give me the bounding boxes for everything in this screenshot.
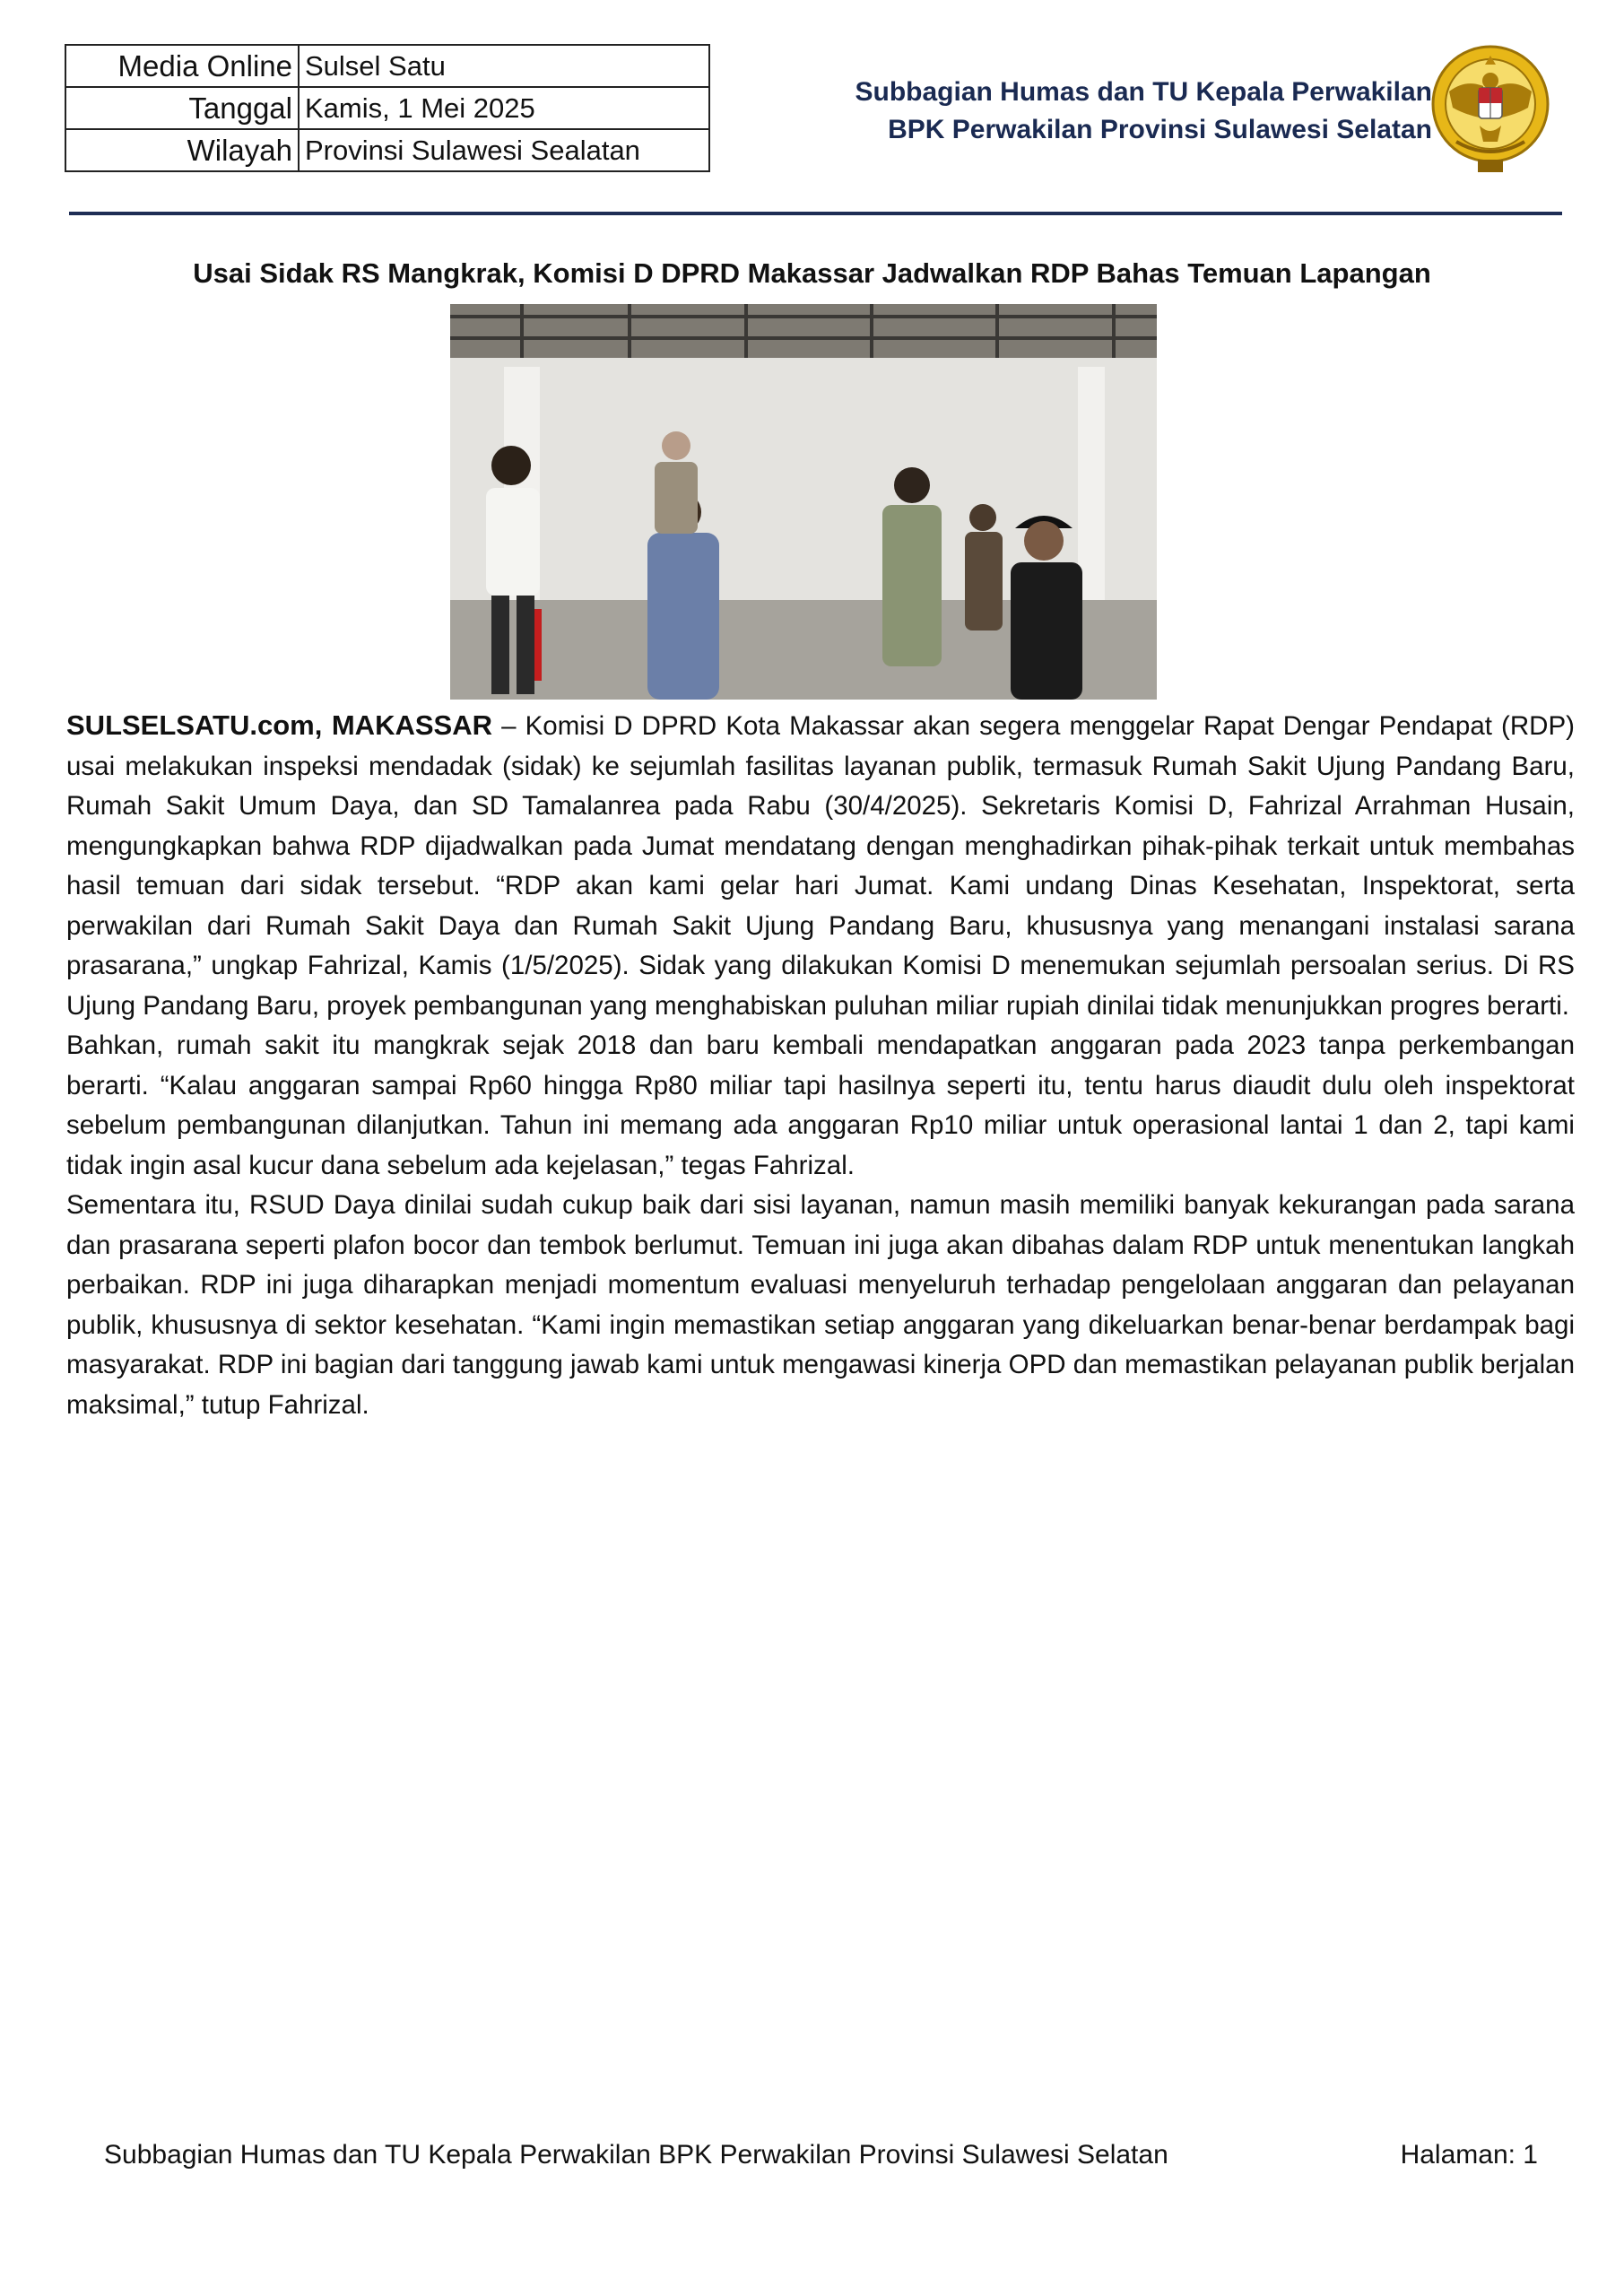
article-paragraph-2: Bahkan, rumah sakit itu mangkrak sejak 2018 dan baru kembali mendapatkan anggaran pada 2023 tanpa perkembangan berarti. “Kalau anggaran sampai Rp60 hingga Rp80 miliar tapi hasilnya seperti itu, tentu harus diaudit dulu oleh inspektorat sebelum pembangunan dilanjutkan. Tahun ini memang ada anggaran Rp10 miliar untuk operasional lantai 1 dan 2, tapi kami tidak ingin asal kucur dana sebelum ada kejelasan,” tegas Fahrizal. xyxy=(66,1031,1575,1180)
bpk-emblem-logo xyxy=(1429,36,1551,179)
article-photo xyxy=(450,304,1157,700)
dateline-dash: – xyxy=(491,711,525,741)
media-row xyxy=(65,45,709,87)
date-row xyxy=(65,87,709,129)
media-info-table xyxy=(65,44,710,172)
article-body xyxy=(66,706,1575,1425)
article-paragraph-1 xyxy=(66,706,1575,1026)
article-paragraph-3: Sementara itu, RSUD Daya dinilai sudah cukup baik dari sisi layanan, namun masih memiliki banyak kekurangan pada sarana dan prasarana seperti plafon bocor dan tembok berlumut. Temuan ini juga akan dibahas dalam RDP untuk menentukan langkah perbaikan. RDP ini juga diharapkan menjadi momentum evaluasi menyeluruh terhadap pengelolaan anggaran dan pelayanan publik, khususnya di sektor kesehatan. “Kami ingin memastikan setiap anggaran yang dikeluarkan benar-benar berdampak bagi masyarakat. RDP ini bagian dari tanggung jawab kami untuk mengawasi kinerja OPD dan memastikan pelayanan publik berjalan maksimal,” tutup Fahrizal. xyxy=(66,1190,1575,1420)
org-line-2: BPK Perwakilan Provinsi Sulawesi Selatan xyxy=(888,115,1432,144)
region-value: Provinsi Sulawesi Sealatan xyxy=(299,129,709,171)
paragraph-1-text: Komisi D DPRD Kota Makassar akan segera menggelar Rapat Dengar Pendapat (RDP) usai melakukan inspeksi mendadak (sidak) ke sejumlah fasilitas layanan publik, termasuk Rumah Sakit Ujung Pandang Baru, Rumah Sakit Umum Daya, dan SD Tamalanrea pada Rabu (30/4/2025). Sekretaris Komisi D, Fahrizal Arrahman Husain, mengungkapkan bahwa RDP dijadwalkan pada Jumat mendatang dengan menghadirkan pihak-pihak terkait untuk membahas hasil temuan dari sidak tersebut. “RDP akan kami gelar hari Jumat. Kami undang Dinas Kesehatan, Inspektorat, serta perwakilan dari Rumah Sakit Daya dan Rumah Sakit Ujung Pandang Baru, khususnya yang menangani instalasi sarana prasarana,” ungkap Fahrizal, Kamis (1/5/2025). Sidak yang dilakukan Komisi D menemukan sejumlah persoalan serius. Di RS Ujung Pandang Baru, proyek pembangunan yang menghabiskan puluhan miliar rupiah dinilai tidak menunjukkan progres berarti. xyxy=(66,711,1575,1021)
page-number: Halaman: 1 xyxy=(1400,2140,1538,2170)
region-row xyxy=(65,129,709,171)
article-title: Usai Sidak RS Mangkrak, Komisi D DPRD Makassar Jadwalkan RDP Bahas Temuan Lapangan xyxy=(193,257,1431,289)
org-line-1: Subbagian Humas dan TU Kepala Perwakilan xyxy=(855,77,1432,107)
footer-organization: Subbagian Humas dan TU Kepala Perwakilan BPK Perwakilan Provinsi Sulawesi Selatan xyxy=(104,2140,1168,2170)
media-value: Sulsel Satu xyxy=(299,45,709,87)
date-value: Kamis, 1 Mei 2025 xyxy=(299,87,709,129)
media-label: Media Online xyxy=(65,45,299,87)
organization-header xyxy=(855,74,1432,149)
header-divider xyxy=(69,212,1562,215)
date-label: Tanggal xyxy=(65,87,299,129)
dateline: SULSELSATU.com, MAKASSAR xyxy=(66,709,492,741)
region-label: Wilayah xyxy=(65,129,299,171)
